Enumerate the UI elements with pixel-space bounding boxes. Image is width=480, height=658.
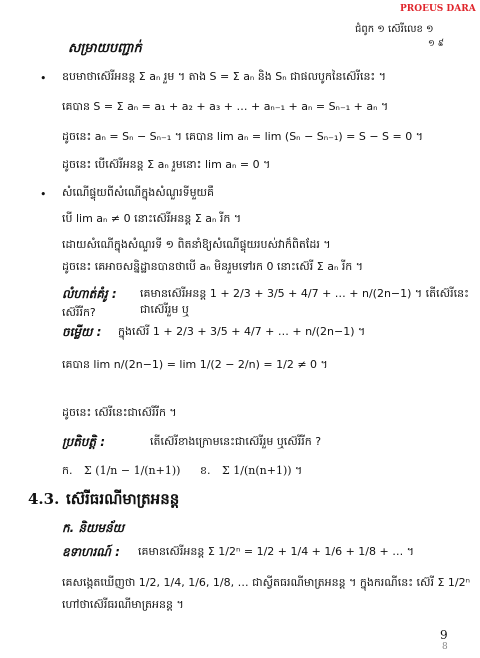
proof-title: សម្រាយបញ្ជាក់ — [68, 41, 142, 56]
section-example: គេមានស៊េរីអនន្ត Σ 1/2ⁿ = 1/2 + 1/4 + 1/6 + 1/8 + … ។ — [138, 545, 414, 558]
section-number: 4.3. — [28, 490, 60, 508]
proof-line-4: ដូចនេះ បើស៊េរីអនន្ត Σ aₙ រួមនោះ lim aₙ = 0 ។ — [62, 158, 271, 171]
exercise-item-b: Σ 1/(n(n+1)) ។ — [222, 464, 303, 477]
test-line-1: បើ lim aₙ ≠ 0 នោះស៊េរីអនន្ត Σ aₙ រីក ។ — [62, 212, 242, 225]
page-number: 9 — [440, 628, 448, 642]
exercise-item-a: Σ (1/n − 1/(n+1)) — [84, 464, 181, 477]
section-example-label: ឧទាហរណ៍ : — [62, 545, 120, 559]
definition-label: ក. និយមន័យ — [62, 521, 125, 535]
section-observe-cont: ហៅថាស៊េរីធរណីមាត្រអនន្ត ។ — [62, 598, 184, 611]
exercise-question: តើស៊េរីខាងក្រោមនេះជាស៊េរីរួម ឬស៊េរីរីក ? — [150, 435, 322, 448]
test-line-3: ដូចនេះ គេអាចសន្និដ្ឋានបានថាបើ aₙ មិនរួមទៅរក 0 នោះស៊េរី Σ aₙ រីក ។ — [62, 260, 364, 273]
answer-conclusion: ដូចនេះ ស៊េរីនេះជាស៊េរីរីក ។ — [62, 406, 177, 419]
proof-line-1: ឧបមាថាស៊េរីអនន្ត Σ aₙ រួម ។ តាង S = Σ aₙ និង Sₙ ជាផលបូកនៃស៊េរីនេះ ។ — [62, 70, 387, 83]
test-intro: សំណើផ្ទុយពីសំណើក្នុងសំណួរទីមួយគឺ — [62, 186, 215, 199]
example-statement: គេមានស៊េរីអនន្ត 1 + 2/3 + 3/5 + 4/7 + … + n/(2n−1) ។ តើស៊េរីនេះជាស៊េរីរួម ឬ — [140, 287, 469, 316]
exercise-item-b-label: ខ. — [200, 464, 211, 477]
proof-line-3: ដូចនេះ aₙ = Sₙ − Sₙ₋₁ ។ គេបាន lim aₙ = lim (Sₙ − Sₙ₋₁) = S − S = 0 ។ — [62, 130, 423, 143]
exercise-item-a-label: ក. — [62, 464, 73, 477]
section-title: ស៊េរីធរណីមាត្រអនន្ត — [66, 490, 180, 508]
answer-label: ចម្លើយ : — [62, 325, 102, 339]
page-sub-number: 8 — [442, 642, 448, 652]
proof-line-2: គេបាន S = Σ aₙ = a₁ + a₂ + a₃ + … + aₙ₋₁ + aₙ = Sₙ₋₁ + aₙ ។ — [62, 100, 389, 113]
section-observe: គេសង្កេតឃើញថា 1/2, 1/4, 1/6, 1/8, … ជាស្វីតធរណីមាត្រអនន្ត ។ ក្នុងករណីនេះ ស៊េរី Σ 1/2ⁿ — [62, 576, 471, 589]
exercise-label: ប្រតិបត្តិ : — [62, 435, 106, 449]
bullet-marker: • — [40, 188, 47, 201]
answer-text: ក្នុងស៊េរី 1 + 2/3 + 3/5 + 4/7 + … + n/(2n−1) ។ — [118, 325, 366, 338]
example-statement-cont: ស៊េរីរីក? — [62, 306, 96, 319]
brand-label: PROEUS DARA — [400, 4, 476, 14]
header-page-kh: ១ ៩ — [428, 39, 445, 49]
chapter-header: ជំពូក ១ ស៊េរីលេខ ១ — [355, 24, 434, 35]
answer-calc: គេបាន lim n/(2n−1) = lim 1/(2 − 2/n) = 1/2 ≠ 0 ។ — [62, 358, 328, 371]
test-line-2: ដោយសំណើក្នុងសំណួរទី ១ ពិតនាំឱ្យសំណើផ្ទុយរបស់វាក៏ពិតដែរ ។ — [62, 238, 331, 251]
example-label: លំហាត់គំរូ : — [62, 287, 117, 301]
bullet-marker: • — [40, 72, 47, 85]
